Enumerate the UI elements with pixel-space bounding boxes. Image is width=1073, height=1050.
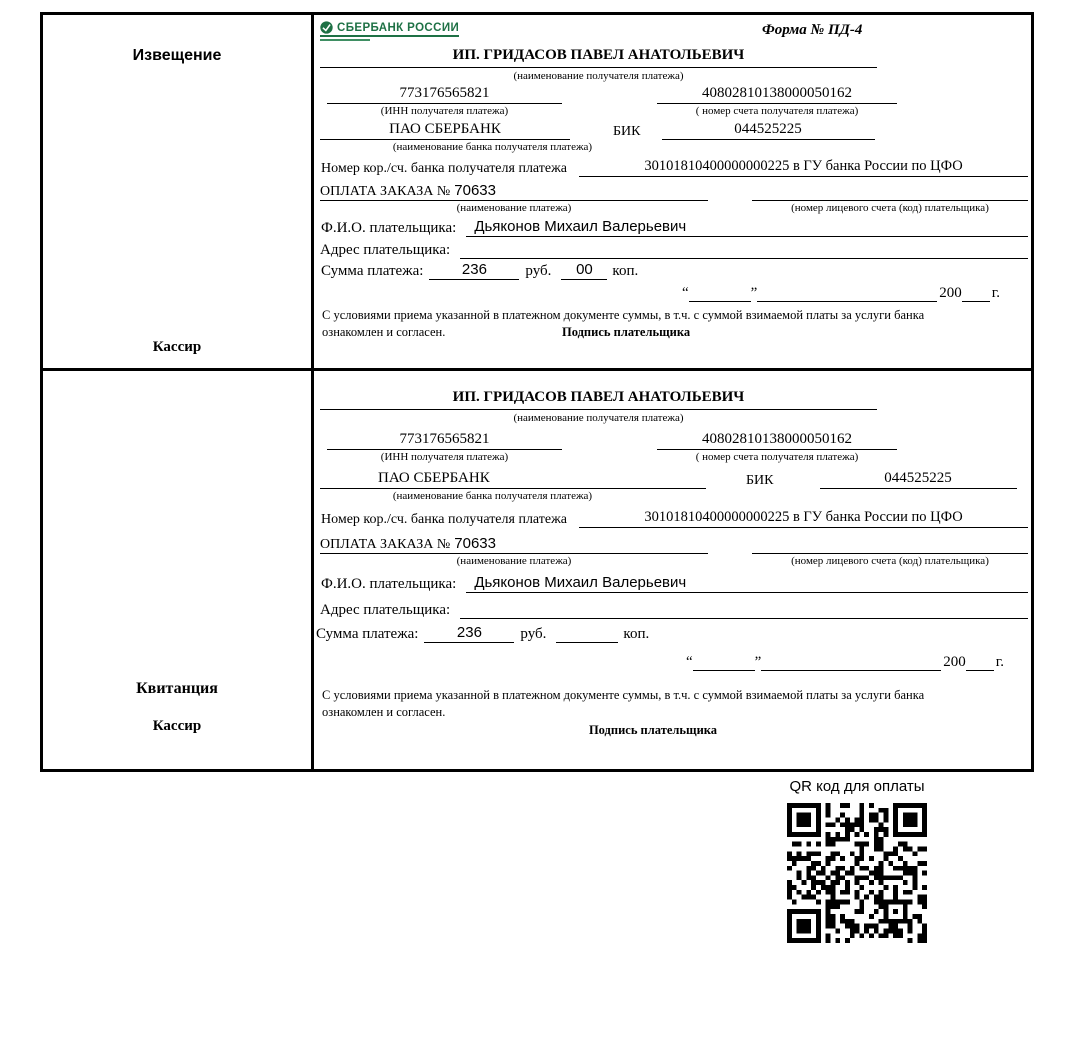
payer-name-value: Дьяконов Михаил Валерьевич xyxy=(466,218,1028,237)
section-title: Извещение xyxy=(132,47,222,64)
date-month-field xyxy=(757,283,937,302)
quote-open: “ xyxy=(681,285,689,301)
bik-label: БИК xyxy=(746,473,774,488)
qr-label: QR код для оплаты xyxy=(789,778,925,795)
receipt-section xyxy=(43,371,1031,769)
amount-rub-value: 236 xyxy=(424,624,514,643)
order-number-value: 70633 xyxy=(454,535,496,552)
payment-purpose-value: ОПЛАТА ЗАКАЗА № 70633 xyxy=(320,182,708,201)
qr-block xyxy=(757,778,957,943)
bank-name-caption: (наименование банка получателя платежа) xyxy=(392,141,593,153)
quote-close: ” xyxy=(754,654,762,670)
bank-header-row xyxy=(320,21,1028,47)
date-day-field xyxy=(689,283,751,302)
date-line xyxy=(320,283,1000,302)
notice-left-cell xyxy=(43,15,314,368)
sberbank-logo-icon xyxy=(320,21,333,34)
payer-address-label: Адрес плательщика: xyxy=(320,602,451,618)
amount-kop-value xyxy=(556,624,618,643)
bik-label: БИК xyxy=(613,124,641,139)
kop-label: коп. xyxy=(612,263,639,279)
agreement-text: С условиями приема указанной в платежном документе суммы, в т.ч. с суммой взимаемой платы за услуги банка ознакомлен и согласен. Подпись плательщика xyxy=(322,308,925,339)
payer-address-label: Адрес плательщика: xyxy=(320,242,451,258)
personal-account-field xyxy=(752,182,1028,201)
section-title: Квитанция xyxy=(136,680,218,697)
rub-label: руб. xyxy=(525,263,552,279)
bank-name-caption: (наименование банка получателя платежа) xyxy=(392,490,593,502)
payer-name-label: Ф.И.О. плательщика: xyxy=(321,576,457,592)
bik-value: 044525225 xyxy=(820,470,1017,489)
quote-open: “ xyxy=(685,654,693,670)
form-number-label: Форма № ПД-4 xyxy=(762,22,863,38)
date-line xyxy=(320,652,1004,671)
date-month-field xyxy=(761,652,941,671)
notice-content xyxy=(314,15,1031,368)
quote-close: ” xyxy=(750,285,758,301)
qr-code xyxy=(787,803,927,943)
corr-account-value: 30101810400000000225 в ГУ банка России по ЦФО xyxy=(579,158,1028,177)
date-year-field xyxy=(966,652,994,671)
recipient-caption: (наименование получателя платежа) xyxy=(513,412,684,424)
payer-name-value: Дьяконов Михаил Валерьевич xyxy=(466,574,1028,593)
personal-account-caption: (номер лицевого счета (код) плательщика) xyxy=(791,202,989,214)
payer-address-field xyxy=(460,600,1028,619)
inn-caption: (ИНН получателя платежа) xyxy=(380,451,509,463)
payment-purpose-value: ОПЛАТА ЗАКАЗА № 70633 xyxy=(320,535,708,554)
corr-account-value: 30101810400000000225 в ГУ банка России по ЦФО xyxy=(579,509,1028,528)
account-value: 40802810138000050162 xyxy=(657,85,897,104)
logo-tagline-line xyxy=(320,39,370,41)
receipt-content xyxy=(314,371,1031,769)
amount-label: Сумма платежа: xyxy=(321,263,424,279)
bik-value: 044525225 xyxy=(662,121,875,140)
recipient-name: ИП. ГРИДАСОВ ПАВЕЛ АНАТОЛЬЕВИЧ xyxy=(320,389,877,410)
date-year-field xyxy=(962,283,990,302)
sberbank-logo xyxy=(320,21,459,41)
year-prefix: 200 xyxy=(943,654,966,670)
bank-name-value: ПАО СБЕРБАНК xyxy=(320,470,706,489)
pd4-document xyxy=(40,12,1034,772)
year-suffix: г. xyxy=(991,285,1000,301)
year-prefix: 200 xyxy=(939,285,962,301)
account-value: 40802810138000050162 xyxy=(657,431,897,450)
notice-section xyxy=(43,15,1031,371)
receipt-left-cell xyxy=(43,371,314,769)
agreement-text: С условиями приема указанной в платежном документе суммы, в т.ч. с суммой взимаемой платы за услуги банка ознакомлен и согласен. xyxy=(322,688,925,719)
date-day-field xyxy=(693,652,755,671)
recipient-caption: (наименование получателя платежа) xyxy=(513,70,684,82)
payer-name-label: Ф.И.О. плательщика: xyxy=(321,220,457,236)
sberbank-logo-text: СБЕРБАНК РОССИИ xyxy=(337,21,460,34)
corr-account-label: Номер кор./сч. банка получателя платежа xyxy=(321,512,567,527)
cashier-label: Кассир xyxy=(152,718,202,734)
personal-account-field xyxy=(752,535,1028,554)
year-suffix: г. xyxy=(995,654,1004,670)
inn-value: 773176565821 xyxy=(327,431,562,450)
personal-account-caption: (номер лицевого счета (код) плательщика) xyxy=(791,555,989,567)
payer-address-field xyxy=(460,240,1028,259)
recipient-name: ИП. ГРИДАСОВ ПАВЕЛ АНАТОЛЬЕВИЧ xyxy=(320,47,877,68)
amount-label: Сумма платежа: xyxy=(316,626,419,642)
corr-account-label: Номер кор./сч. банка получателя платежа xyxy=(321,161,567,176)
rub-label: руб. xyxy=(520,626,547,642)
payer-signature-label: Подпись плательщика xyxy=(562,324,691,339)
cashier-label: Кассир xyxy=(152,339,202,355)
account-caption: ( номер счета получателя платежа) xyxy=(695,105,859,117)
kop-label: коп. xyxy=(623,626,650,642)
order-number-value: 70633 xyxy=(454,182,496,199)
payment-name-caption: (наименование платежа) xyxy=(456,555,572,567)
payment-name-caption: (наименование платежа) xyxy=(456,202,572,214)
amount-rub-value: 236 xyxy=(429,261,519,280)
payer-signature-label: Подпись плательщика xyxy=(588,723,718,737)
amount-kop-value: 00 xyxy=(561,261,607,280)
inn-caption: (ИНН получателя платежа) xyxy=(380,105,509,117)
bank-name-value: ПАО СБЕРБАНК xyxy=(320,121,570,140)
inn-value: 773176565821 xyxy=(327,85,562,104)
account-caption: ( номер счета получателя платежа) xyxy=(695,451,859,463)
